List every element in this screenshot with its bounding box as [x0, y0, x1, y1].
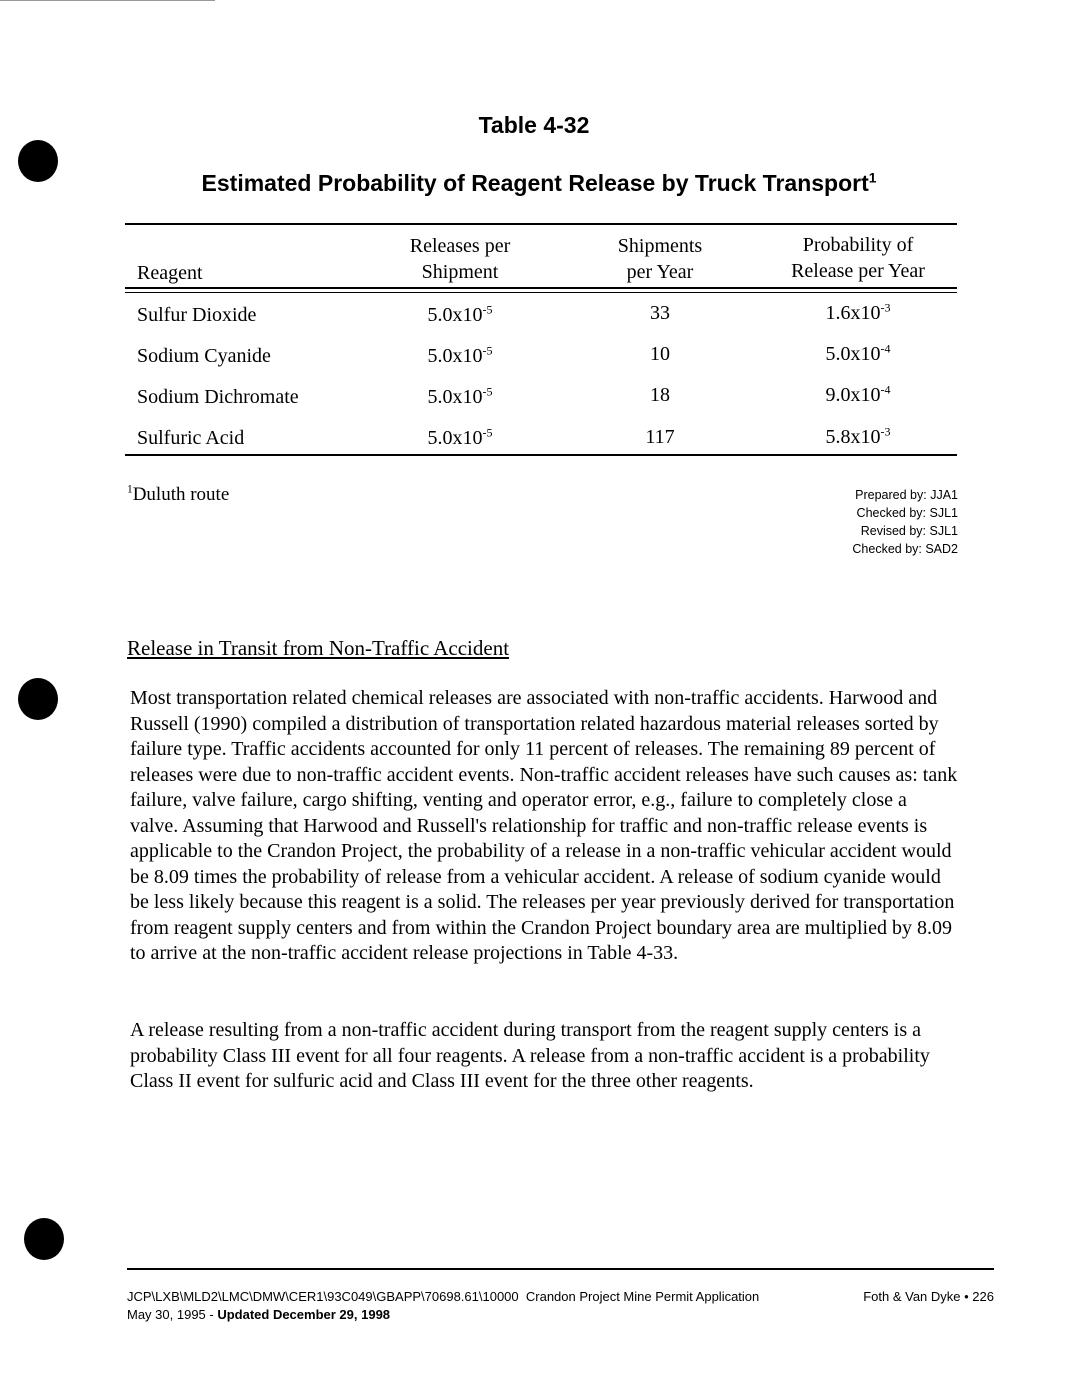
- table-subtitle: [0, 170, 1068, 197]
- cell-reagent: Sulfuric Acid: [137, 427, 245, 449]
- cell-shipments: 33: [650, 302, 670, 324]
- section-heading: Release in Transit from Non-Traffic Accident: [127, 636, 510, 660]
- footer-line-1: [127, 1288, 759, 1306]
- header-shipments-line2: per Year: [626, 261, 694, 283]
- cell-releases-exp: -5: [482, 425, 493, 440]
- header-releases-line1: Releases per: [409, 235, 511, 257]
- table-top-rule: [125, 223, 957, 225]
- prepared-by-block: [852, 486, 958, 558]
- header-shipments-per-year: [580, 233, 740, 285]
- scan-top-line: [0, 0, 215, 1]
- cell-releases-exp: -5: [482, 343, 493, 358]
- cell-probability: [778, 424, 938, 450]
- footer-left: [127, 1288, 759, 1324]
- footer-project: Crandon Project Mine Permit Application: [525, 1289, 760, 1304]
- cell-releases-base: 5.0x10: [427, 304, 483, 326]
- body-paragraph-2: A release resulting from a non-traffic accident during transport from the reagent supply centers is a probability Class III event for all four reagents. A release from a non-traffic accident is a probability Class II event for sulfuric acid and Class III event for the three other reagents.: [130, 1019, 930, 1092]
- footer-updated: Updated December 29, 1998: [217, 1307, 391, 1322]
- cell-releases-exp: -5: [482, 302, 493, 317]
- table-title: Table 4-32: [478, 112, 590, 138]
- cell-reagent: Sulfur Dioxide: [137, 304, 257, 326]
- cell-reagent: Sodium Cyanide: [137, 345, 271, 367]
- table-subtitle-text: Estimated Probability of Reagent Release by Truck Transport: [201, 170, 869, 196]
- table-bottom-rule: [125, 454, 957, 456]
- header-probability-line1: Probability of: [802, 234, 914, 256]
- footer-rule: [127, 1268, 994, 1270]
- cell-releases-base: 5.0x10: [427, 427, 483, 449]
- cell-probability: [778, 341, 938, 367]
- cell-probability: [778, 300, 938, 326]
- header-releases-per-shipment: [380, 233, 540, 285]
- cell-shipments: 117: [645, 426, 675, 448]
- cell-releases: [380, 384, 540, 410]
- cell-shipments: 18: [650, 384, 670, 406]
- cell-probability: [778, 382, 938, 408]
- header-shipments-line1: Shipments: [617, 235, 703, 257]
- footer-date: May 30, 1995 -: [127, 1307, 218, 1322]
- cell-probability-base: 1.6x10: [825, 302, 881, 324]
- cell-reagent: Sodium Dichromate: [137, 386, 299, 408]
- cell-probability-exp: -4: [880, 382, 891, 397]
- checked-by-line: Checked by: SJL1: [856, 506, 958, 520]
- cell-releases: [380, 302, 540, 328]
- cell-probability-base: 5.8x10: [825, 426, 881, 448]
- body-paragraph-1: Most transportation related chemical releases are associated with non-traffic accidents. Harwood and Russell (1990) compiled a distribution of transportation related hazardous material releases sorted by failure type. Traffic accidents accounted for only 11 percent of releases. The remaining 89 percent of releases were due to non-traffic accident events. Non-traffic accident releases have such causes as: tank failure, valve failure, cargo shifting, venting and operator error, e.g., failure to completely close a valve. Assuming that Harwood and Russell's relationship for traffic and non-traffic release events is applicable to the Crandon Project, the probability of a release in a non-traffic vehicular accident would be 8.09 times the probability of release from a vehicular accident. A release of sodium cyanide would be less likely because this reagent is a solid. The releases per year previously derived for transportation from reagent supply centers and from within the Crandon Project boundary area are multiplied by 8.09 to arrive at the non-traffic accident release projections in Table 4-33.: [130, 687, 958, 964]
- footer-path: JCP\LXB\MLD2\LMC\DMW\CER1\93C049\GBAPP\70698.61\10000: [127, 1289, 519, 1304]
- punch-hole-bottom: [24, 1218, 64, 1260]
- cell-releases-base: 5.0x10: [427, 345, 483, 367]
- header-reagent: Reagent: [137, 262, 203, 284]
- punch-hole-middle: [18, 678, 58, 720]
- cell-shipments: 10: [650, 343, 670, 365]
- footnote-text: Duluth route: [132, 484, 230, 505]
- cell-releases-base: 5.0x10: [427, 386, 483, 408]
- cell-probability-base: 5.0x10: [825, 343, 881, 365]
- prepared-by-line: Prepared by: JJA1: [855, 488, 958, 502]
- revised-by-line: Revised by: SJL1: [860, 524, 958, 538]
- checked-by-line-2: Checked by: SAD2: [852, 542, 958, 556]
- cell-probability-base: 9.0x10: [825, 384, 881, 406]
- footnote-mark: 1: [127, 483, 133, 496]
- footer-line-2: [127, 1306, 759, 1324]
- cell-releases-exp: -5: [482, 384, 493, 399]
- table-header-rule-2: [125, 292, 957, 293]
- header-releases-line2: Shipment: [421, 261, 499, 283]
- cell-releases: [380, 343, 540, 369]
- cell-probability-exp: -3: [880, 424, 891, 439]
- cell-probability-exp: -3: [880, 300, 891, 315]
- cell-probability-exp: -4: [880, 341, 891, 356]
- cell-releases: [380, 425, 540, 451]
- table-subtitle-footnote-mark: 1: [868, 170, 877, 186]
- header-probability-release: [778, 232, 938, 284]
- header-probability-line2: Release per Year: [791, 260, 925, 282]
- footer-company-page: Foth & Van Dyke • 226: [863, 1289, 994, 1304]
- table-footnote: [127, 484, 229, 506]
- table-header-rule-1: [125, 287, 957, 289]
